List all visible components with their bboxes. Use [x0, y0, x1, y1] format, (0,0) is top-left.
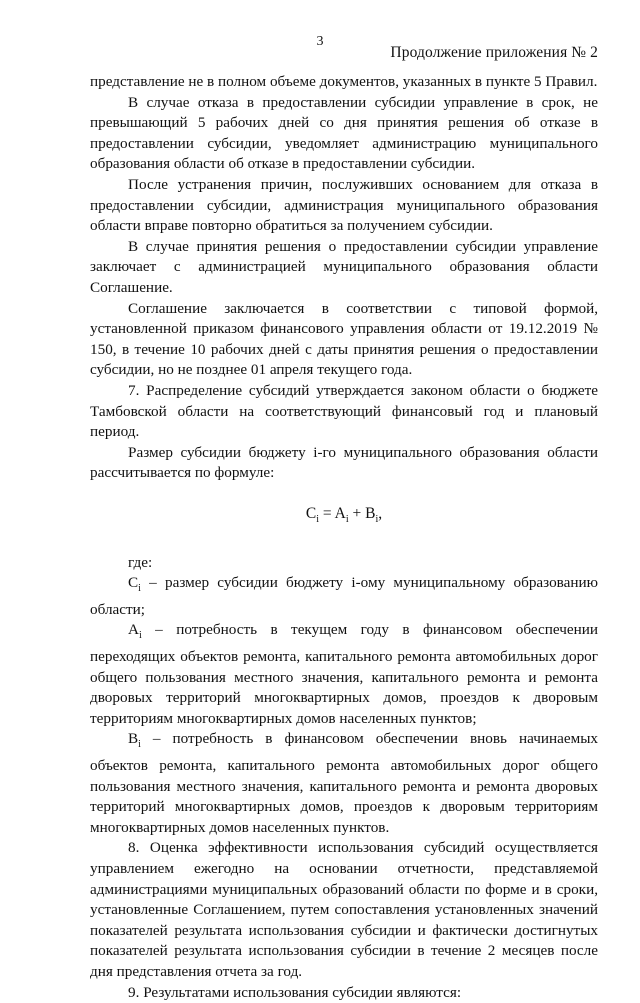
paragraph-item-8: 8. Оценка эффективности использования субсидий осуществляется управлением ежегодно на основании отчетности, представляемой администрациями муниципальных образований области по форме и в сроки, установленные Соглашением, путем сопоставления установленных значений показателей результата использования субсидии и фактически достигнутых показателей результата использования субсидии в течение 2 месяцев после дня представления отчета за год.: [90, 839, 598, 980]
paragraph-formula-intro: Размер субсидии бюджету i-го муниципального образования области рассчитывается по формуле:: [90, 443, 598, 482]
definition-b: $B_i$ – потребность в финансовом обеспечении вновь начинаемых объектов ремонта, капитального ремонта автомобильных дорог общего пользования местного значения, капитального ремонта и ремонта дворовых территорий многоквартирных домов, проездов к дворовым территориям многоквартирных домов населенных пунктов.: [90, 730, 598, 836]
paragraph-continuation: представление не в полном объеме документов, указанных в пункте 5 Правил.: [90, 73, 598, 90]
formula-b: B: [365, 504, 376, 522]
page-number: 3: [316, 34, 324, 49]
paragraph-reapply: После устранения причин, послуживших основанием для отказа в предоставлении субсидии, администрация муниципального образования области вправе повторно обратиться за получением субсидии.: [90, 175, 598, 235]
document-body: [90, 72, 598, 1003]
definition-c: $C_i$ – размер субсидии бюджету i-ому муниципальному образованию области;: [90, 574, 598, 618]
paragraph-item-9: 9. Результатами использования субсидии являются:: [128, 983, 462, 1001]
paragraph-agreement: В случае принятия решения о предоставлении субсидии управление заключает с администрацией муниципального образования области Соглашение.: [90, 237, 598, 296]
appendix-continuation-note: Продолжение приложения № 2: [390, 44, 598, 61]
paragraph-item-7: 7. Распределение субсидий утверждается законом области о бюджете Тамбовской области на соответствующий финансовый год и плановый период.: [90, 381, 598, 441]
definition-a: $A_i$ – потребность в текущем году в финансовом обеспечении переходящих объектов ремонта, капитального ремонта автомобильных дорог общего пользования местного значения, капитального ремонта и ремонта дворовых территорий многоквартирных домов, проездов к дворовым территориям многоквартирных домов населенных пунктов;: [90, 621, 598, 727]
where-label: где:: [128, 553, 153, 571]
paragraph-agreement-terms: Соглашение заключается в соответствии с типовой формой, установленной приказом финансового управления области от 19.12.2019 № 150, в течение 10 рабочих дней с даты принятия решения о предоставлении субсидии, но не позднее 01 апреля текущего года.: [90, 299, 598, 379]
paragraph-refusal-notice: В случае отказа в предоставлении субсидии управление в срок, не превышающий 5 рабочих дней со дня принятия решения об отказе в предоставлении субсидии, уведомляет администрацию муниципального образования области об отказе в предоставлении субсидии.: [90, 93, 598, 173]
formula-a: A: [334, 504, 346, 522]
subsidy-formula: $C_i = A_i + B_i$,: [305, 504, 383, 525]
formula-c: C: [305, 504, 317, 522]
